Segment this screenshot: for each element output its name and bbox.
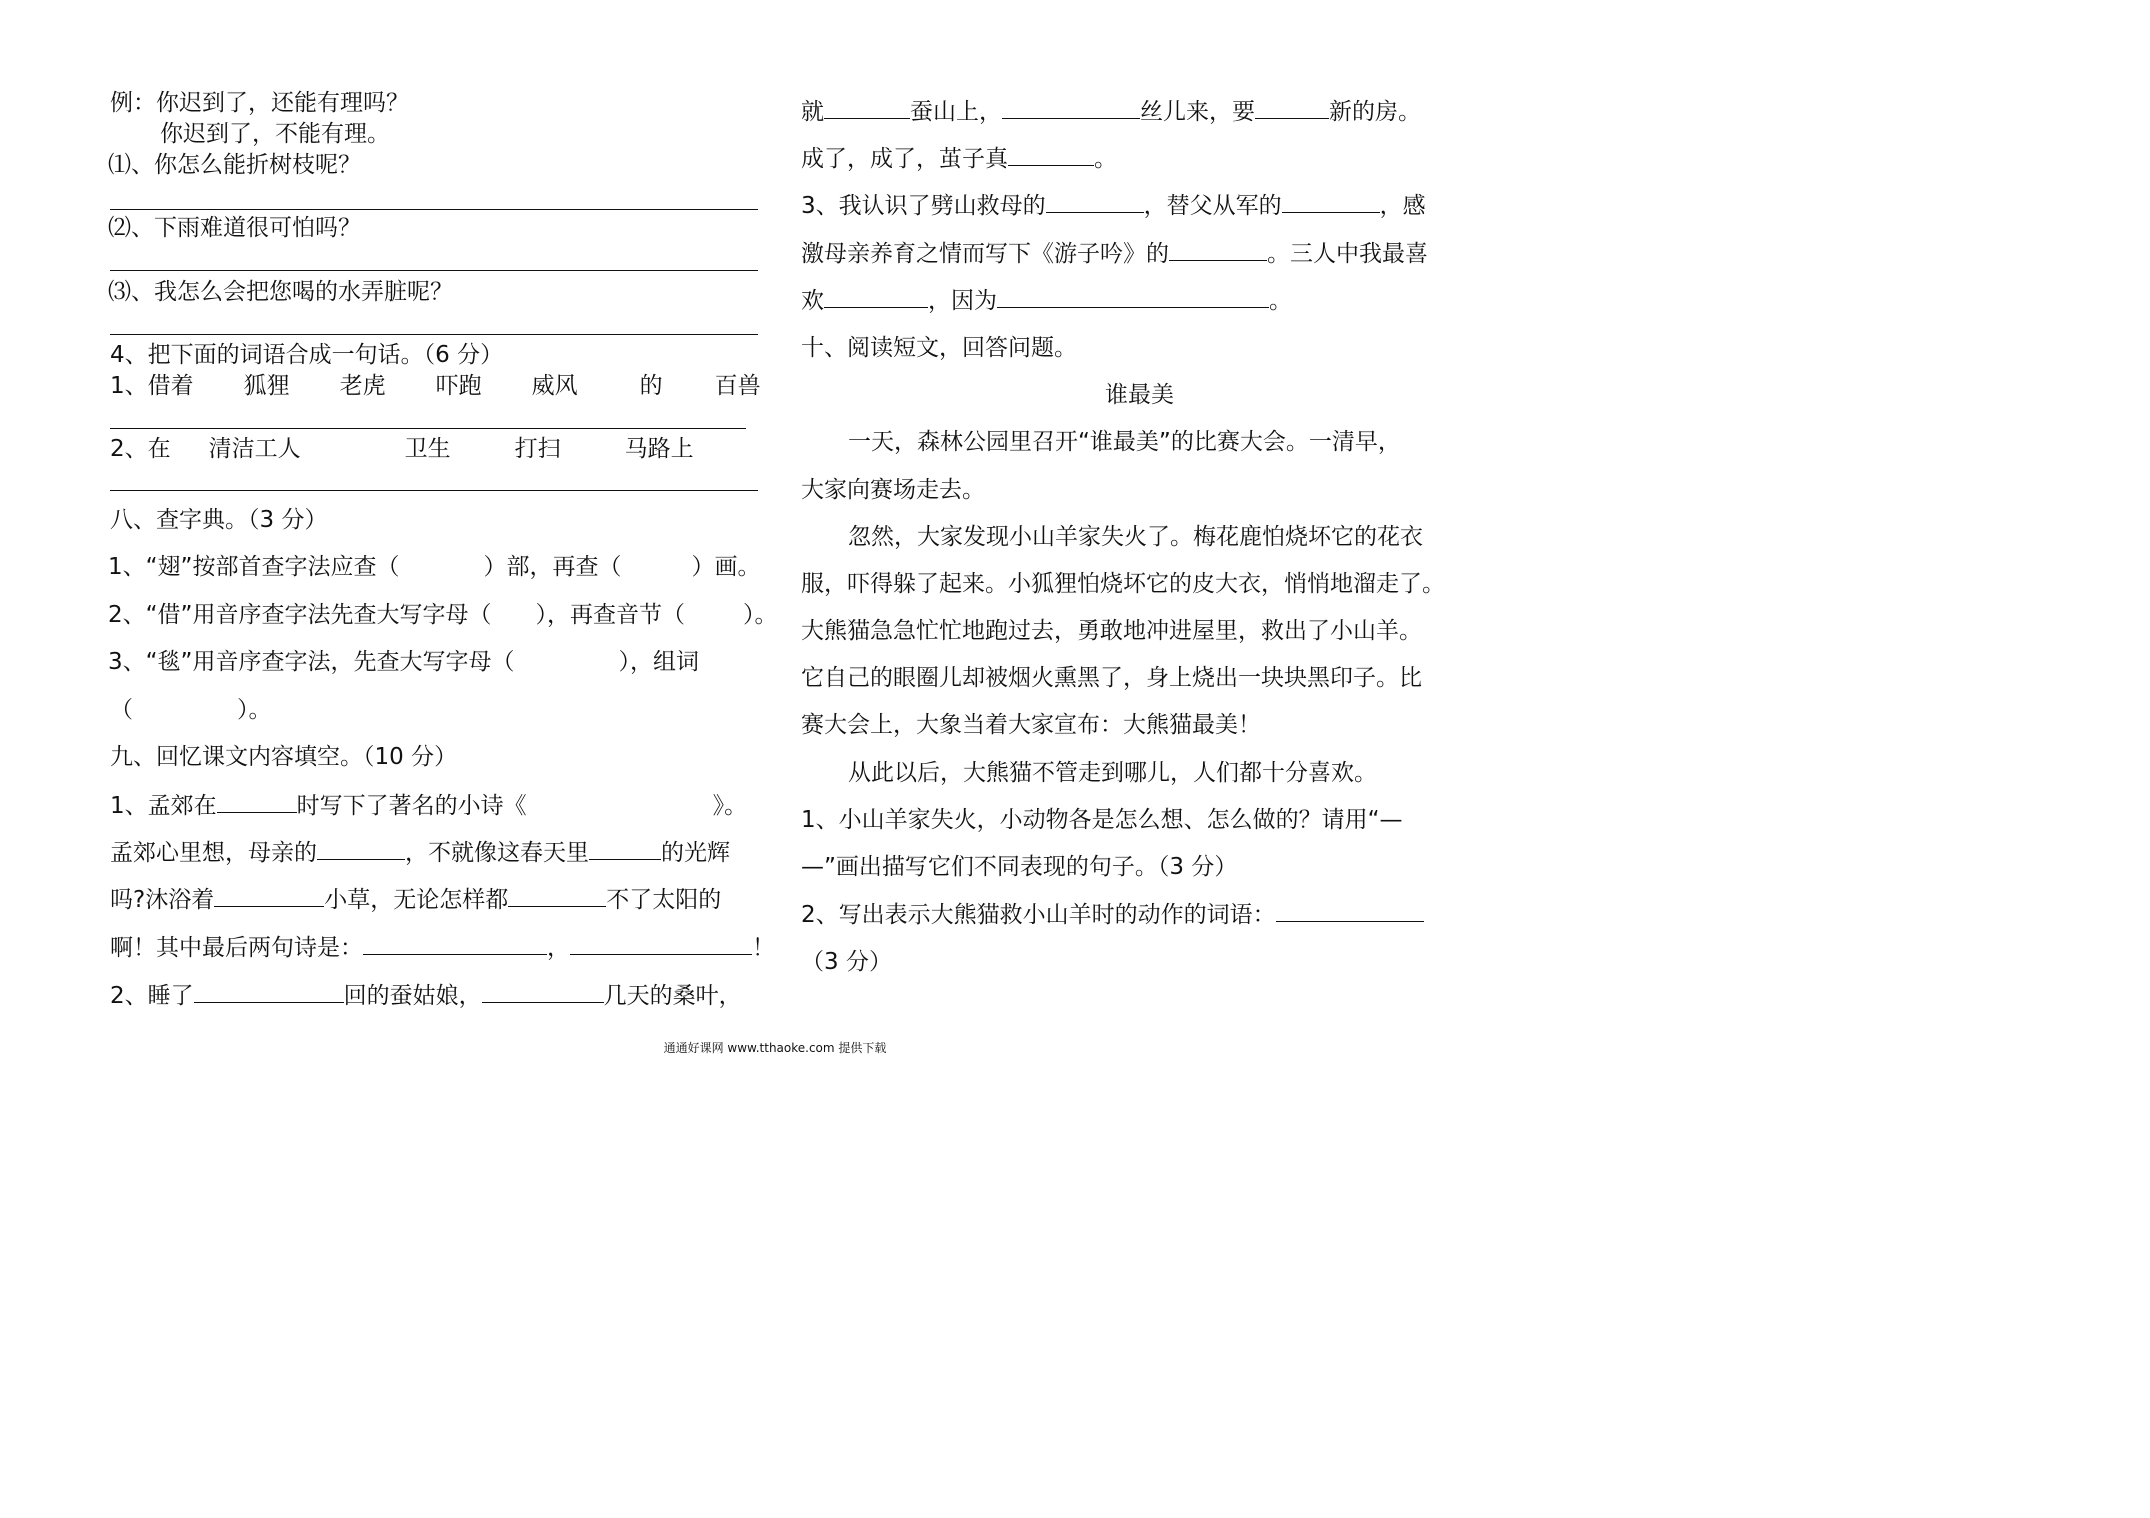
answer-line[interactable] — [110, 490, 758, 491]
blank[interactable] — [1002, 96, 1140, 119]
rewrite-question-1: ⑴、你怎么能折树枝呢？ — [108, 152, 361, 178]
blank[interactable] — [1276, 899, 1424, 922]
blank[interactable] — [317, 837, 405, 860]
answer-line[interactable] — [110, 209, 758, 210]
blank[interactable] — [824, 285, 928, 308]
word: 老虎 — [339, 373, 386, 399]
story-paragraph-3: 从此以后，大熊猫不管走到哪儿，人们都十分喜欢。 — [848, 760, 1377, 786]
recall-line-1: 1、孟郊在 时写下了著名的小诗《 》。 — [110, 790, 747, 821]
blank[interactable] — [508, 884, 606, 907]
example-question: 例：你迟到了，还能有理吗？ — [110, 90, 409, 116]
blank[interactable] — [824, 96, 910, 119]
word: 的 — [639, 373, 663, 399]
blank[interactable] — [363, 932, 547, 955]
word: 1、借着 — [110, 373, 194, 399]
word-group-1 — [110, 371, 761, 401]
rewrite-question-2: ⑵、下雨难道很可怕吗？ — [108, 215, 361, 241]
section-4-title: 4、把下面的词语合成一句话。（6 分） — [110, 342, 504, 368]
section-9-title: 九、回忆课文内容填空。（10 分） — [110, 744, 458, 770]
answer-line[interactable] — [110, 270, 758, 271]
word: 吓跑 — [435, 373, 482, 399]
story-paragraph-2-cont: 服，吓得躲了起来。小狐狸怕烧坏它的皮大衣，悄悄地溜走了。 — [801, 571, 1445, 597]
blank[interactable] — [1046, 190, 1144, 213]
section-10-title: 十、阅读短文，回答问题。 — [801, 335, 1077, 361]
answer-line[interactable] — [110, 334, 758, 335]
story-paragraph-2-cont: 它自己的眼圈儿却被烟火熏黑了，身上烧出一块块黑印子。比 — [801, 665, 1422, 691]
story-paragraph-1: 一天，森林公园里召开“谁最美”的比赛大会。一清早， — [848, 429, 1401, 455]
word: 卫生 — [404, 436, 451, 462]
reading-question-1-cont: —”画出描写它们不同表现的句子。（3 分） — [801, 854, 1238, 880]
footer-credit: 通通好课网 www.tthaoke.com 提供下载 — [663, 1041, 887, 1055]
section-8-title: 八、查字典。（3 分） — [110, 507, 328, 533]
blank[interactable] — [482, 980, 604, 1003]
word-group-2 — [110, 434, 694, 464]
story-paragraph-2: 忽然，大家发现小山羊家失火了。梅花鹿怕烧坏它的花衣 — [848, 524, 1423, 550]
story-title: 谁最美 — [1105, 382, 1174, 408]
blank[interactable] — [997, 285, 1269, 308]
dictionary-question-1: 1、“翅”按部首查字法应查（ ）部，再查（ ）画。 — [108, 554, 761, 580]
blank[interactable] — [1255, 96, 1329, 119]
word: 清洁工人 — [208, 436, 301, 462]
reading-question-2-score: （3 分） — [801, 949, 892, 975]
poem-line-2: 成了，成了，茧子真 。 — [801, 143, 1117, 174]
recall-line-4: 啊！其中最后两句诗是： ， ！ — [110, 932, 775, 963]
poem-line-1: 就 蚕山上， 丝儿来，要 新的房。 — [801, 96, 1421, 127]
recall-line-3: 吗?沐浴着 小草，无论怎样都 不了太阳的 — [110, 884, 721, 915]
dictionary-question-3-cont: （ ）。 — [110, 697, 272, 723]
people-line-3: 欢 ，因为 。 — [801, 285, 1292, 316]
recall-line-2: 孟郊心里想，母亲的 ，不就像这春天里 的光辉 — [110, 837, 730, 868]
word: 狐狸 — [243, 373, 290, 399]
blank[interactable] — [1282, 190, 1380, 213]
story-paragraph-2-cont: 大熊猫急急忙忙地跑过去，勇敢地冲进屋里，救出了小山羊。 — [801, 618, 1422, 644]
blank[interactable] — [589, 837, 661, 860]
story-paragraph-2-cont: 赛大会上，大象当着大家宣布：大熊猫最美！ — [801, 712, 1261, 738]
dictionary-question-2: 2、“借”用音序查字法先查大写字母（ ），再查音节（ ）。 — [108, 602, 778, 628]
blank[interactable] — [1169, 238, 1267, 261]
recall-line-5: 2、睡了 回的蚕姑娘， 几天的桑叶， — [110, 980, 742, 1011]
blank[interactable] — [194, 980, 344, 1003]
blank[interactable] — [214, 884, 324, 907]
word: 2、在 — [110, 436, 171, 462]
reading-question-1: 1、小山羊家失火，小动物各是怎么想、怎么做的？请用“— — [801, 807, 1403, 833]
word: 马路上 — [624, 436, 694, 462]
word: 威风 — [531, 373, 578, 399]
rewrite-question-3: ⑶、我怎么会把您喝的水弄脏呢？ — [108, 279, 453, 305]
example-answer: 你迟到了，不能有理。 — [160, 121, 390, 147]
word: 打扫 — [514, 436, 561, 462]
blank[interactable] — [217, 790, 297, 813]
answer-line[interactable] — [110, 428, 746, 429]
blank[interactable] — [570, 932, 752, 955]
word: 百兽 — [714, 373, 761, 399]
people-line-2: 激母亲养育之情而写下《游子吟》的 。三人中我最喜 — [801, 238, 1428, 269]
people-line-1: 3、我认识了劈山救母的 ，替父从军的 ，感 — [801, 190, 1426, 221]
story-paragraph-1-cont: 大家向赛场走去。 — [801, 477, 985, 503]
reading-question-2: 2、写出表示大熊猫救小山羊时的动作的词语： — [801, 899, 1424, 930]
blank[interactable] — [1008, 143, 1094, 166]
dictionary-question-3: 3、“毯”用音序查字法，先查大写字母（ ），组词 — [108, 649, 699, 675]
